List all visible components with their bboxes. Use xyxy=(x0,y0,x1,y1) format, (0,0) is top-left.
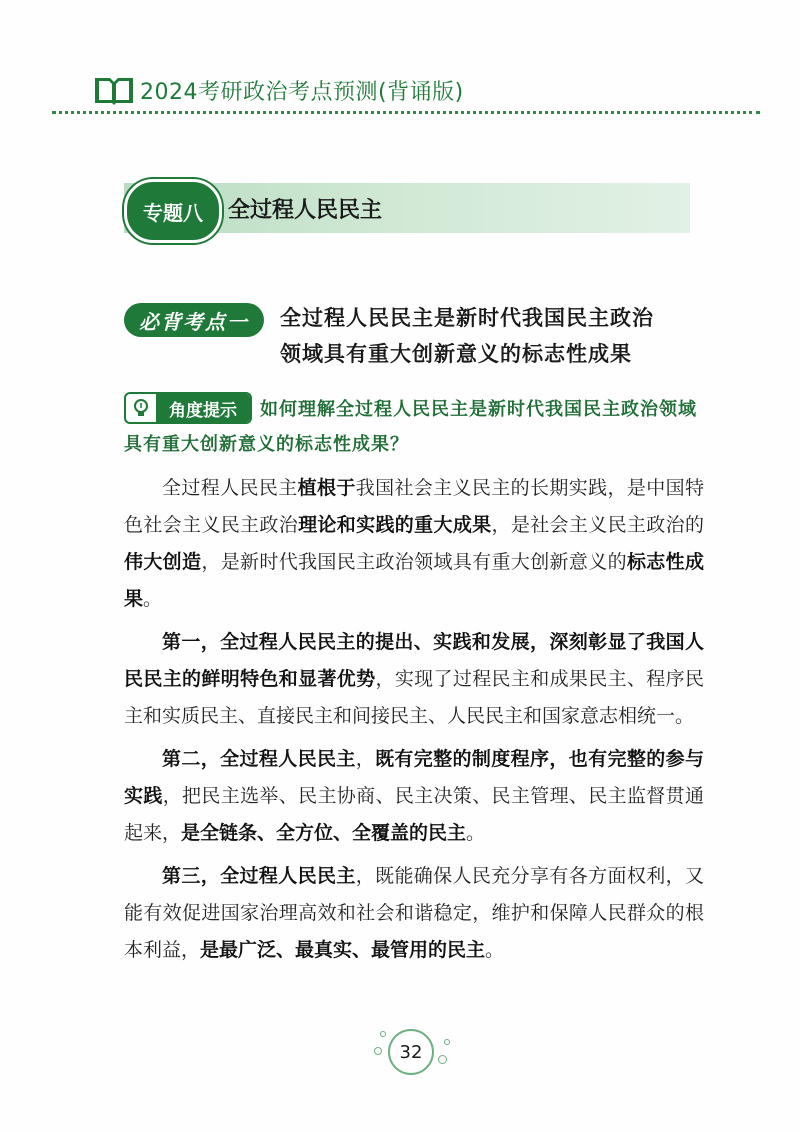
decor-dot xyxy=(444,1039,450,1045)
text: 我国社会主义民主的长期实践，是中国特色社会主义民主政治 xyxy=(124,477,704,536)
lightbulb-icon xyxy=(126,394,156,422)
paragraph-lead: 第三， xyxy=(162,865,221,887)
emphasis: 植根于 xyxy=(297,477,356,499)
emphasis: 既有完整的制度程序，也有完整的参与实践 xyxy=(124,748,704,807)
open-book-icon xyxy=(92,74,136,106)
text: 全过程人民民主 xyxy=(162,477,298,499)
paragraph-first xyxy=(124,624,704,735)
page-header xyxy=(92,70,464,110)
paragraph-second xyxy=(124,741,704,852)
emphasis: 是最广泛、最真实、最管用的民主 xyxy=(200,939,486,961)
emphasis: 全过程人民民主 xyxy=(220,865,356,887)
paragraph-intro xyxy=(124,470,704,618)
point-badge: 必背考点一 xyxy=(124,303,264,337)
hint-badge xyxy=(124,392,252,424)
decor-dot xyxy=(380,1031,386,1037)
page-number-ornament xyxy=(374,1025,454,1077)
text: 。 xyxy=(485,939,505,961)
hint-question: 如何理解全过程人民民主是新时代我国民主政治领域具有重大创新意义的标志性成果？ xyxy=(124,399,697,455)
text: ， xyxy=(355,748,376,770)
point-title-line: 全过程人民民主是新时代我国民主政治 xyxy=(280,305,654,330)
text: ，实现了过程民主和成果民主、程序民主和实质民主、直接民主和间接民主、人民民主和国家意志相统一。 xyxy=(124,668,704,727)
emphasis: 理论和实践的重大成果 xyxy=(298,514,492,536)
emphasis: 是全链条、全方位、全覆盖的民主 xyxy=(181,822,467,844)
emphasis: 标志性成果 xyxy=(124,551,704,610)
text: ，是新时代我国民主政治领域具有重大创新意义的 xyxy=(201,551,627,573)
topic-title: 全过程人民民主 xyxy=(228,198,383,223)
paragraph-lead: 第一， xyxy=(162,631,221,653)
text: ，是社会主义民主政治的 xyxy=(491,514,704,536)
header-divider xyxy=(52,111,760,114)
text: 。 xyxy=(466,822,486,844)
point-title-line: 领域具有重大创新意义的标志性成果 xyxy=(280,341,632,366)
decor-dot xyxy=(438,1055,447,1064)
topic-badge: 专题八 xyxy=(124,179,222,243)
book-title: 2024考研政治考点预测(背诵版) xyxy=(140,79,464,105)
point-title xyxy=(280,300,720,372)
hint-label: 角度提示 xyxy=(156,394,250,422)
emphasis: 伟大创造 xyxy=(124,551,202,573)
text: 。 xyxy=(143,588,163,610)
paragraph-lead: 第二， xyxy=(162,748,221,770)
text: ，把民主选举、民主协商、民主决策、民主管理、民主监督贯通起来， xyxy=(124,785,704,844)
paragraph-third xyxy=(124,858,704,969)
body-text xyxy=(124,470,704,975)
emphasis: 全过程人民民主 xyxy=(220,748,356,770)
emphasis: 全过程人民民主的提出、实践和发展，深刻彰显了我国人民民主的鲜明特色和显著优势 xyxy=(124,631,704,690)
page-number: 32 xyxy=(388,1029,434,1075)
text: ，既能确保人民充分享有各方面权利，又能有效促进国家治理高效和社会和谐稳定，维护和保障人民群众的根本利益， xyxy=(124,865,704,961)
decor-dot xyxy=(374,1047,382,1055)
